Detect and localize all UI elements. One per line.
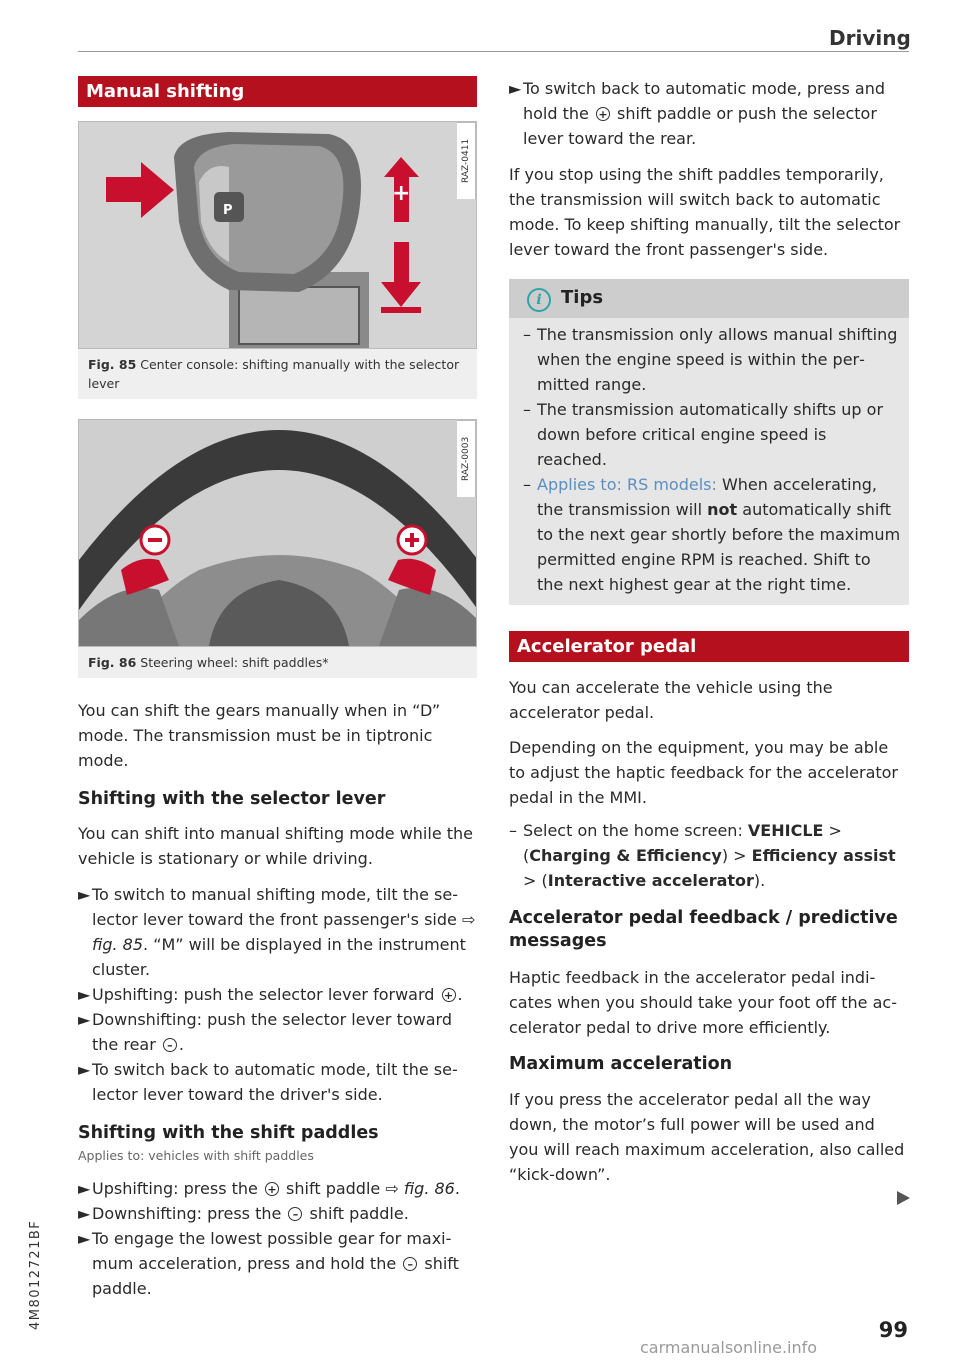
accelerator-pedal-title: Accelerator pedal [509,631,909,662]
svg-text:P: P [223,203,233,218]
heading-shift-paddles: Shifting with the shift paddles [78,1123,379,1143]
manual-intro: You can shift the gears manually when in “D” mode. The transmission must be in tiptronic mode. [78,701,441,770]
minus-icon: – [163,1038,177,1052]
applies-to-paddles: Applies to: vehicles with shift paddles [78,1148,314,1163]
minus-icon: – [288,1207,302,1221]
accelerator-intro: You can accelerate the vehicle using the accelerator pedal. [509,678,833,722]
figure-85-id: RAZ-0411 [457,122,476,199]
next-page-arrow-icon [897,1191,910,1205]
list-item: ► To switch to manual shifting mode, tilt the selector lever toward the front passenger's side ⇨ fig. 85. “M” will be displayed in the instrument cluster. [78,885,476,979]
list-item: – The transmission only allows manual shifting when the engine speed is within the permitted range. [523,325,898,394]
left-column [78,76,477,1301]
list-item: ► Downshifting: push the selector lever toward the rear – . [78,1010,452,1054]
plus-icon: + [265,1182,279,1196]
steering-wheel-illustration [79,420,477,646]
header-section-title: Driving [829,26,911,50]
minus-icon: – [403,1257,417,1271]
pedal-feedback-para: Haptic feedback in the accelerator pedal indicates when you should take your foot off the accelerator pedal to drive more efficiently. [509,968,897,1037]
list-item: – Select on the home screen: VEHICLE > (Charging & Efficiency) > Efficiency assist > (Interactive accelerator). [509,821,896,890]
tips-header [509,279,909,318]
manual-shifting-title: Manual shifting [78,76,477,107]
plus-icon: + [442,988,456,1002]
heading-selector-lever: Shifting with the selector lever [78,789,386,809]
accelerator-equipment: Depending on the equipment, you may be able to adjust the haptic feedback for the accelerator pedal in the MMI. [509,738,899,807]
list-item: ► To engage the lowest possible gear for maximum acceleration, press and hold the – shift paddle. [78,1229,459,1298]
tips-box [509,279,909,605]
figure-86-id: RAZ-0003 [457,420,476,497]
selector-lever-illustration [79,122,477,348]
info-icon: i [527,288,551,312]
header-rule [78,51,909,52]
list-item: ► To switch back to automatic mode, tilt the selector lever toward the driver's side. [78,1060,458,1104]
list-item: ► Upshifting: press the + shift paddle ⇨ fig. 86. [78,1179,460,1198]
watermark: carmanualsonline.info [640,1338,818,1357]
tips-title: Tips [561,287,604,308]
page-number: 99 [878,1318,908,1342]
max-acceleration-para: If you press the accelerator pedal all the way down, the motor’s full power will be used and you will reach maximum acceleration, also called “kick-down”. [509,1090,905,1184]
figure-85-caption: Fig. 85 Center console: shifting manually with the selector lever [78,349,477,399]
document-code: 4M8012721BF [28,1219,43,1330]
heading-pedal-feedback: Accelerator pedal feedback / predictive messages [509,908,898,951]
right-column [509,76,909,1187]
shift-paddles-para: If you stop using the shift paddles temporarily, the transmission will switch back to automatic mode. To keep shifting manually, tilt the selector lever toward the front passenger's side. [509,165,901,259]
list-item: ► To switch back to automatic mode, press and hold the + shift paddle or push the selector lever toward the rear. [509,79,885,148]
list-item: ► Upshifting: push the selector lever forward + . [78,985,463,1004]
heading-max-acceleration: Maximum acceleration [509,1054,733,1074]
figure-85 [78,121,477,349]
list-item: – The transmission automatically shifts up or down before critical engine speed is reached. [523,400,884,469]
selector-lever-para: You can shift into manual shifting mode while the vehicle is stationary or while driving. [78,824,474,868]
list-item: – Applies to: RS models: When accelerating, the transmission will not automatically shift to the next gear shortly before the maximum permitted engine RPM is reached. Shift to the next highest gear at the right time. [523,475,901,594]
plus-icon: + [596,107,610,121]
svg-text:+: + [392,181,411,206]
figure-86-caption: Fig. 86 Steering wheel: shift paddles* [78,647,477,678]
list-item: ► Downshifting: press the – shift paddle. [78,1204,409,1223]
figure-86 [78,419,477,647]
